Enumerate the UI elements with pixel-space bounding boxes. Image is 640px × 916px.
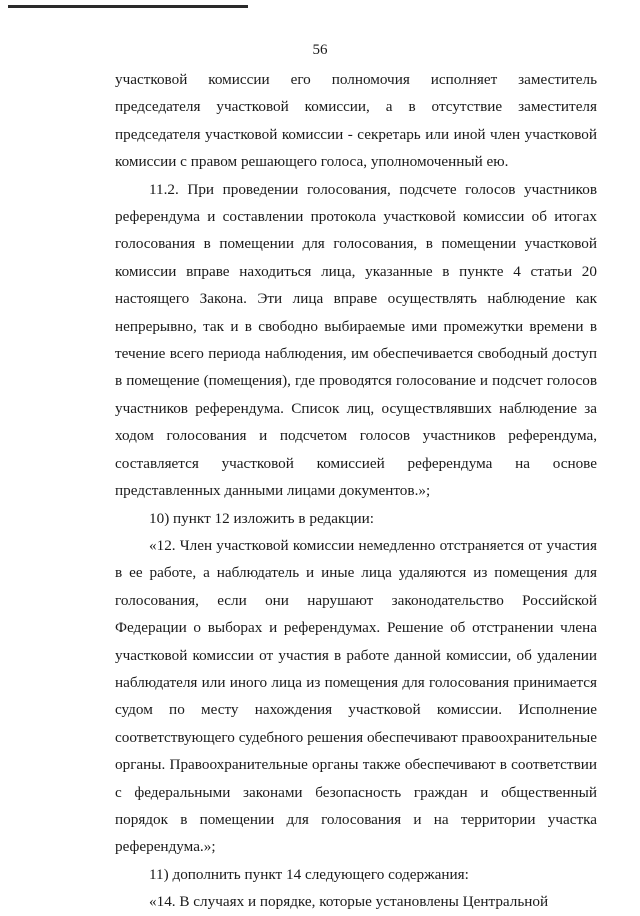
document-body	[115, 66, 597, 916]
paragraph-item-10: 10) пункт 12 изложить в редакции:	[149, 509, 374, 527]
paragraph-12-text: «12. Член участковой комиссии немедленно отстраняется от участия в ее работе, а наблюдатель и иные лица удаляются из помещения для голосования, если они нарушают законодательство Российской Федерации о выборах и референдумах. Решение об отстранении члена участковой комиссии от участия в работе данной комиссии, об удалении наблюдателя или иного лица из помещения для голосования принимается судом по месту нахождения участковой комиссии. Исполнение соответствующего судебного решения обеспечивают правоохранительные органы. Правоохранительные органы также обеспечивают в соответствии с федеральными законами безопасность граждан и общественный порядок в помещении для голосования и на территории участка референдума.»;	[115, 536, 597, 856]
paragraph-11-2: 11.2. При проведении голосования, подсчете голосов участников референдума и составлении протокола участковой комиссии об итогах голосования в помещении для голосования, в помещении участковой комиссии вправе находиться лица, указанные в пункте 4 статьи 20 настоящего Закона. Эти лица вправе осуществлять наблюдение как непрерывно, так и в свободно выбираемые ими промежутки времени в течение всего периода наблюдения, им обеспечивается свободный доступ в помещение (помещения), где проводятся голосование и подсчет голосов участников референдума. Список лиц, осуществлявших наблюдение за ходом голосования и подсчетом голосов участников референдума, составляется участковой комиссией референдума на основе представленных данными лицами документов.»;	[115, 180, 597, 500]
scan-edge-line	[8, 5, 248, 8]
paragraph-continuation: участковой комиссии его полномочия исполняет заместитель председателя участковой комиссии, а в отсутствие заместителя председателя участковой комиссии - секретарь или иной член участковой комиссии с правом решающего голоса, уполномоченный ею.	[115, 71, 597, 171]
paragraph-14-text: «14. В случаях и порядке, которые установлены Центральной	[149, 893, 549, 911]
page-number: 56	[312, 42, 328, 58]
paragraph-item-11: 11) дополнить пункт 14 следующего содержания:	[149, 865, 469, 883]
